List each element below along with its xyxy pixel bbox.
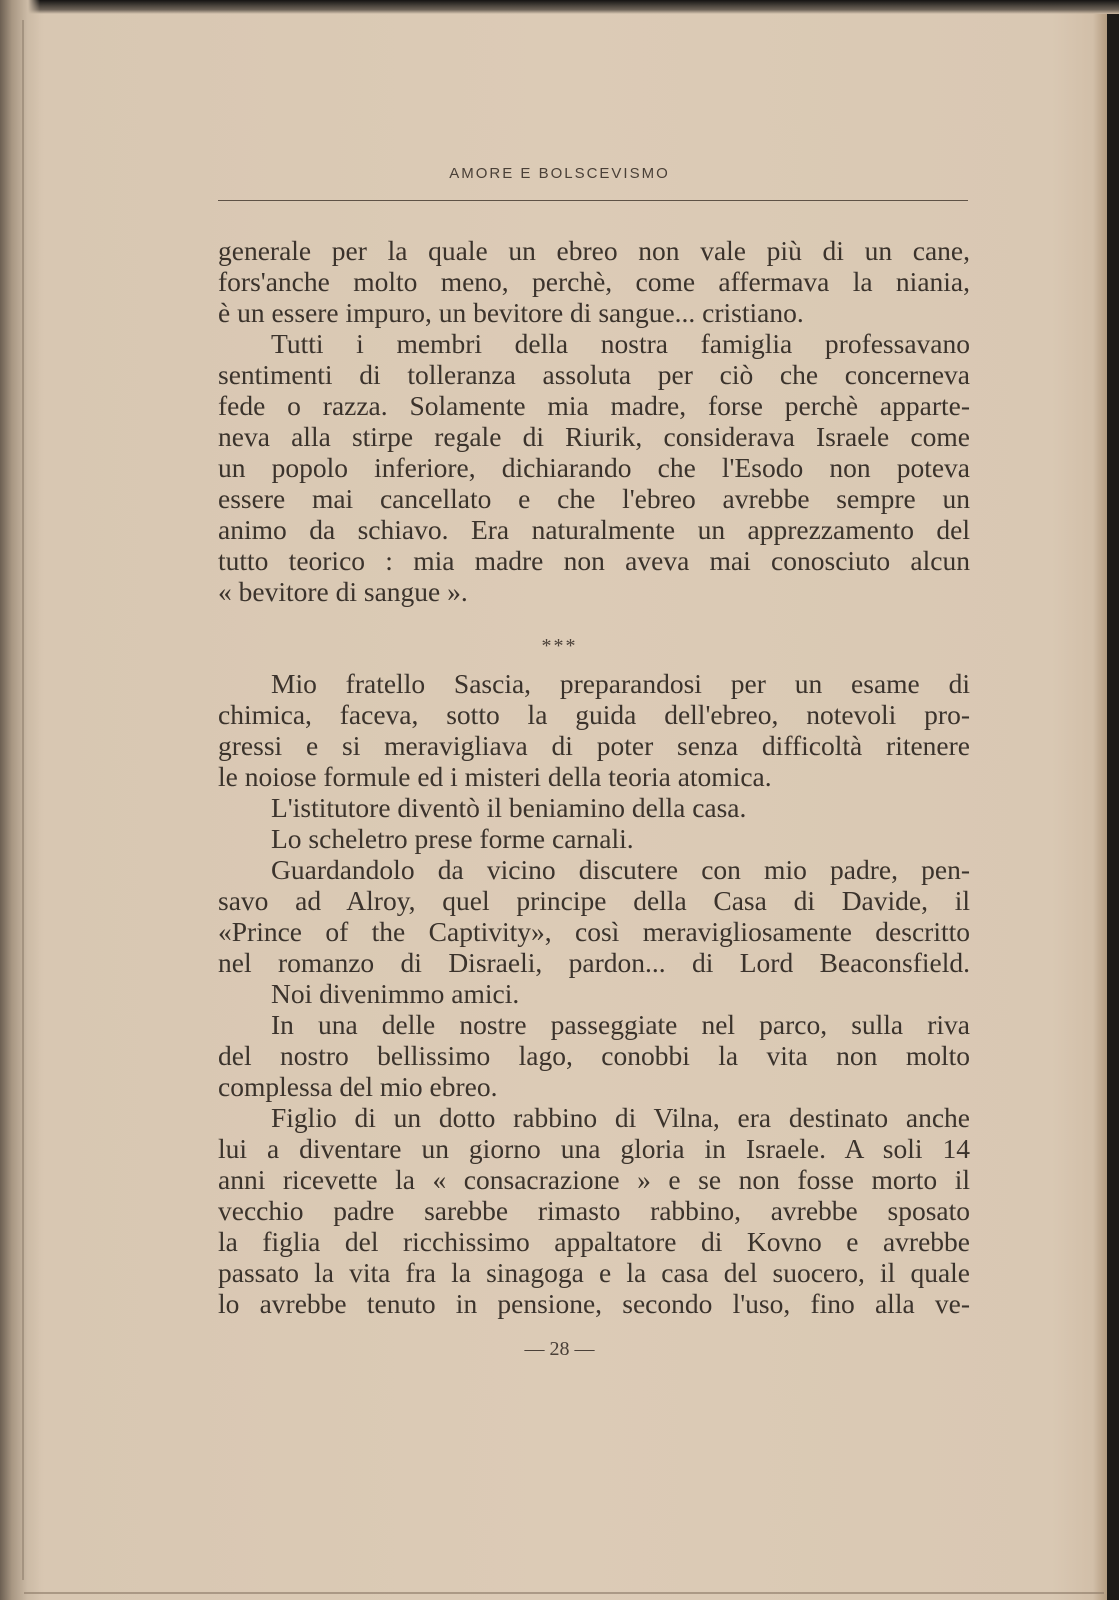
text-line: savo ad Alroy, quel principe della Casa di Davide, il xyxy=(218,885,970,916)
text-line: passato la vita fra la sinagoga e la casa del suocero, il quale xyxy=(218,1257,970,1288)
right-page-fold xyxy=(1093,14,1107,1600)
text-line: «Prince of the Captivity», così meravigliosamente descritto xyxy=(218,916,970,947)
text-line: « bevitore di sangue ». xyxy=(218,576,468,607)
right-dark-edge xyxy=(1107,14,1119,1600)
text-line: Noi divenimmo amici. xyxy=(271,978,520,1009)
text-line: chimica, faceva, sotto la guida dell'ebreo, notevoli pro- xyxy=(218,699,970,730)
text-line: In una delle nostre passeggiate nel parco, sulla riva xyxy=(271,1009,970,1040)
text-line: anni ricevette la « consacrazione » e se non fosse morto il xyxy=(218,1164,970,1195)
text-line: nel romanzo di Disraeli, pardon... di Lord Beaconsfield. xyxy=(218,947,970,978)
text-line: del nostro bellissimo lago, conobbi la vita non molto xyxy=(218,1040,970,1071)
header-rule xyxy=(218,200,968,201)
text-line: gressi e si meravigliava di poter senza difficoltà ritenere xyxy=(218,730,970,761)
text-line: essere mai cancellato e che l'ebreo avrebbe sempre un xyxy=(218,483,970,514)
page-number: — 28 — xyxy=(524,1338,595,1360)
text-line: Guardandolo da vicino discutere con mio padre, pen- xyxy=(271,854,970,885)
text-line: complessa del mio ebreo. xyxy=(218,1071,498,1102)
text-line: è un essere impuro, un bevitore di sangue... cristiano. xyxy=(218,297,804,328)
text-line: lo avrebbe tenuto in pensione, secondo l'uso, fino alla ve- xyxy=(218,1288,970,1319)
text-line: generale per la quale un ebreo non vale più di un cane, xyxy=(218,235,970,266)
text-line: animo da schiavo. Era naturalmente un apprezzamento del xyxy=(218,514,970,545)
section-separator: *** xyxy=(541,635,578,657)
text-line: Tutti i membri della nostra famiglia professavano xyxy=(271,328,970,359)
running-head: AMORE E BOLSCEVISMO xyxy=(449,165,670,182)
top-shadow xyxy=(0,0,1119,14)
text-line: fede o razza. Solamente mia madre, forse perchè apparte- xyxy=(218,390,970,421)
text-line: L'istitutore diventò il beniamino della casa. xyxy=(271,792,747,823)
text-line: la figlia del ricchissimo appaltatore di Kovno e avrebbe xyxy=(218,1226,970,1257)
text-line: un popolo inferiore, dichiarando che l'Esodo non poteva xyxy=(218,452,970,483)
text-line: Lo scheletro prese forme carnali. xyxy=(271,823,634,854)
text-line: lui a diventare un giorno una gloria in Israele. A soli 14 xyxy=(218,1133,970,1164)
text-line: sentimenti di tolleranza assoluta per ciò che concerneva xyxy=(218,359,970,390)
text-line: fors'anche molto meno, perchè, come affermava la niania, xyxy=(218,266,970,297)
text-line: neva alla stirpe regale di Riurik, considerava Israele come xyxy=(218,421,970,452)
text-line: Mio fratello Sascia, preparandosi per un esame di xyxy=(271,668,970,699)
bottom-edge xyxy=(24,1592,1104,1594)
text-line: Figlio di un dotto rabbino di Vilna, era destinato anche xyxy=(271,1102,970,1133)
text-line: tutto teorico : mia madre non aveva mai conosciuto alcun xyxy=(218,545,970,576)
text-line: le noiose formule ed i misteri della teoria atomica. xyxy=(218,761,772,792)
text-line: vecchio padre sarebbe rimasto rabbino, avrebbe sposato xyxy=(218,1195,970,1226)
